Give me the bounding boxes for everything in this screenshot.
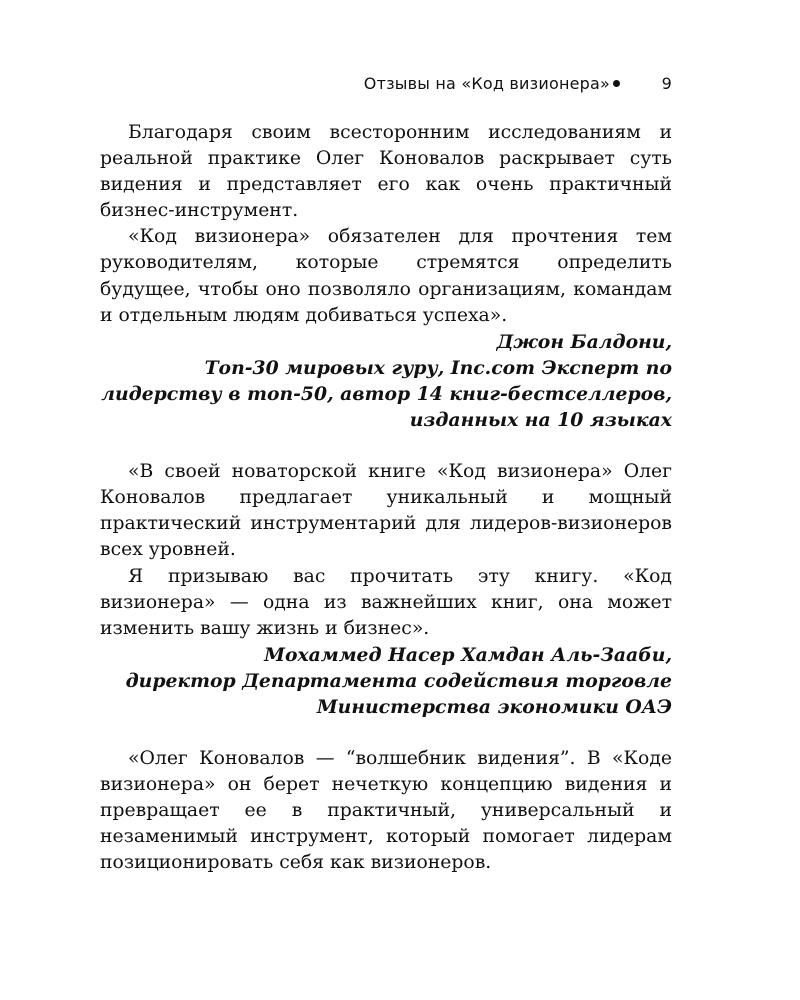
page-number: 9: [661, 74, 672, 93]
running-title: Отзывы на «Код визионера»: [363, 74, 610, 93]
bullet-dot-icon: [613, 80, 620, 87]
testimonial-baldoni: [100, 120, 672, 433]
attribution-author: Джон Балдони,: [496, 330, 672, 353]
attribution-line: изданных на 10 языках: [409, 409, 672, 432]
testimonial-al-zaabi: [100, 459, 672, 720]
testimonial-paragraph: «В своей новаторской книге «Код визионера» Олег Коновалов предлагает уникальный и мощный практический инструментарий для лидеров-визионеров всех уровней.: [100, 461, 672, 561]
testimonial-third: [100, 746, 672, 876]
testimonial-attribution: [100, 642, 672, 720]
testimonial-paragraph: «Код визионера» обязателен для прочтения тем руководителям, которые стремятся определить будущее, чтобы оно позволяло организациям, командам и отдельным людям добиваться успеха».: [100, 226, 672, 326]
page-header: [100, 74, 672, 98]
attribution-line: Министерства экономики ОАЭ: [316, 695, 672, 718]
testimonial-attribution: [100, 329, 672, 433]
attribution-author: Мохаммед Насер Хамдан Аль-Зааби,: [264, 643, 672, 666]
attribution-line: Топ-30 мировых гуру, Inc.com Эксперт по: [204, 356, 672, 379]
attribution-line: директор Департамента содействия торговле: [125, 669, 672, 692]
testimonial-paragraph: Я призываю вас прочитать эту книгу. «Код визионера» — одна из важнейших книг, она может изменить вашу жизнь и бизнес».: [100, 565, 672, 639]
attribution-line: лидерству в топ-50, автор 14 книг-бестселлеров,: [101, 382, 672, 405]
testimonial-paragraph: «Олег Коновалов — “волшебник видения”. В «Коде визионера» он берет нечеткую концепцию видения и превращает ее в практичный, универсальный и незаменимый инструмент, который помогает лидерам позиционировать себя как визионеров.: [100, 748, 672, 874]
page-body: [100, 120, 672, 903]
testimonial-paragraph: Благодаря своим всесторонним исследованиям и реальной практике Олег Коновалов раскрывает суть видения и представляет его как очень практичный бизнес-инструмент.: [100, 122, 672, 222]
